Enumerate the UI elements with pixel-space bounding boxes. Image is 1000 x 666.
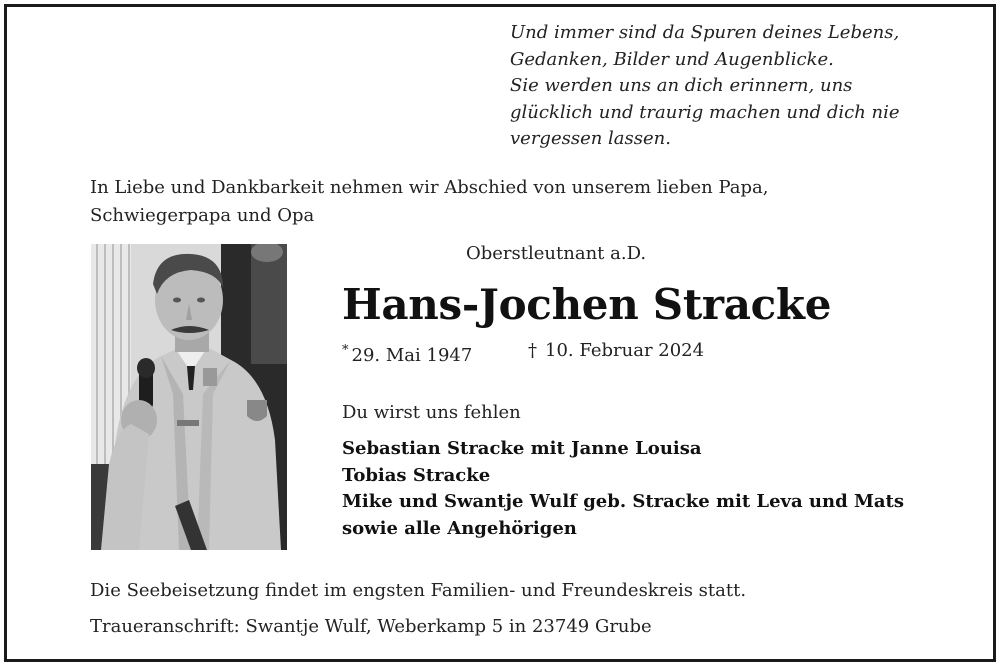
poem-line: vergessen lassen. [510,128,671,149]
death-date: 10. Februar 2024 [545,340,705,361]
family-member: Mike und Swantje Wulf geb. Stracke mit Leva und Mats [342,491,904,512]
deceased-rank: Oberstleutnant a.D. [466,243,647,264]
portrait-photo [91,244,287,550]
burial-info: Die Seebeisetzung findet im engsten Familien- und Freundeskreis statt. [90,580,747,601]
poem-line: Und immer sind da Spuren deines Lebens, [510,22,900,43]
birth-date: 29. Mai 1947 [351,345,473,366]
poem-line: Sie werden uns an dich erinnern, uns [510,75,853,96]
life-dates [342,338,705,369]
family-member: Tobias Stracke [342,464,491,486]
footer [90,578,746,640]
intro-line: In Liebe und Dankbarkeit nehmen wir Abschied von unserem lieben Papa, [90,177,769,198]
intro-text [90,174,970,230]
farewell-message: Du wirst uns fehlen [342,402,521,423]
family-list [342,436,904,542]
birth-symbol-icon: * [342,343,349,358]
poem-line: glücklich und traurig machen und dich nie [510,101,900,123]
family-member: Sebastian Stracke mit Janne Louisa [342,438,702,459]
deceased-name: Hans-Jochen Stracke [342,280,832,329]
death-cross-icon: † [528,340,537,361]
intro-line: Schwiegerpapa und Opa [90,205,315,226]
death-group [528,338,704,364]
family-member: sowie alle Angehörigen [342,517,577,539]
mourning-address: Traueranschrift: Swantje Wulf, Weberkamp 5 in 23749 Grube [90,616,652,637]
poem-line: Gedanken, Bilder und Augenblicke. [510,48,834,70]
poem [510,20,980,153]
